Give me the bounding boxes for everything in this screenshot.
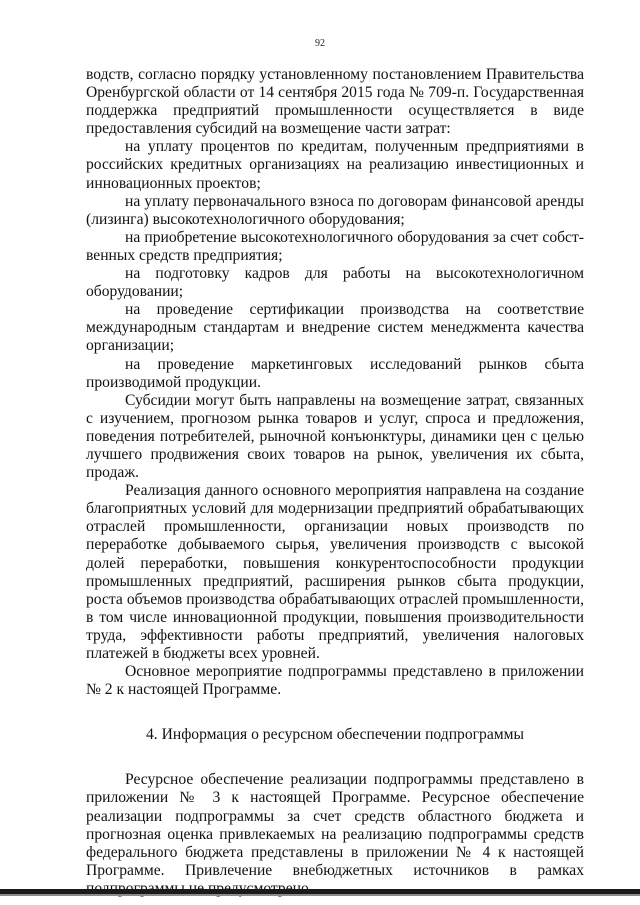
paragraph: Ресурсное обеспечение реализации подпрограммы представлено в приложении № 3 к настоящей Программе. Ресурсное обеспечение реализации подпрограммы за счет средств областного бюджета и прогнозная оценка привлекаемых на реализацию подпрограммы средств федерального бюджета представлены в приложении № 4 к настоящей Программе. Привлечение внебюджетных источников в рамках (86, 771, 584, 879)
page-number: 92 (315, 38, 325, 49)
paragraph: на приобретение высокотехнологичного оборудования за счет собственных средств предприятия; (86, 228, 584, 264)
section-heading: 4. Информация о ресурсном обеспечении подпрограммы (146, 726, 524, 744)
paragraph: Основное мероприятие подпрограммы представлено в приложении № 2 к настоящей Программе. (86, 663, 584, 699)
scan-bottom-edge-shadow (0, 894, 640, 896)
paragraph: Субсидии могут быть направлены на возмещение затрат, связанных с изучением, прогнозом рынка товаров и услуг, спроса и предложения, поведения потребителей, рыночной конъюнктуры, динамики цен с целью лучшего продвижения своих товаров на рынок, увеличения их сбыта, продаж. (86, 391, 584, 482)
paragraphs-bottom (86, 771, 584, 898)
paragraph: на уплату первоначального взноса по договорам финансовой аренды (лизинга) высокотехнологичного оборудования; (86, 192, 584, 228)
paragraph: на подготовку кадров для работы на высокотехнологичном оборудовании; (86, 265, 584, 301)
document-body (86, 66, 584, 898)
paragraphs-top (86, 66, 584, 699)
paragraph: на проведение сертификации производства на соответствие международным стандартам и внедрение систем менеджмента качества организации; (86, 301, 584, 355)
paragraph: Реализация данного основного мероприятия направлена на создание благоприятных условий для модернизации предприятий обрабатывающих отраслей промышленности, организации новых производств по переработке добываемого сырья, увеличения производств с высокой долей переработки, повышения конкурентоспособности продукции промышленных предприятий, расширения рынков сбыта продукции, роста объемов производства обрабатывающих отраслей промышленности, в том числе инновационной продукции, повышения производительности труда, эффективности работы предприятий, увеличения налоговых платежей в бюджеты всех уровней. (86, 482, 584, 662)
paragraph: на проведение маркетинговых исследований рынков сбыта производимой продукции. (86, 355, 584, 391)
paragraph: водств, согласно порядку установленному постановлением Правительства Оренбургской области от 14 сентября 2015 года № 709-п. Государственная поддержка предприятий промышленности осуществляется в виде предоставления субсидий на возмещение части затрат: (86, 66, 584, 138)
paragraph: на уплату процентов по кредитам, полученным предприятиями в российских кредитных организациях на реализацию инвестиционных и инновационных проектов; (86, 138, 584, 192)
